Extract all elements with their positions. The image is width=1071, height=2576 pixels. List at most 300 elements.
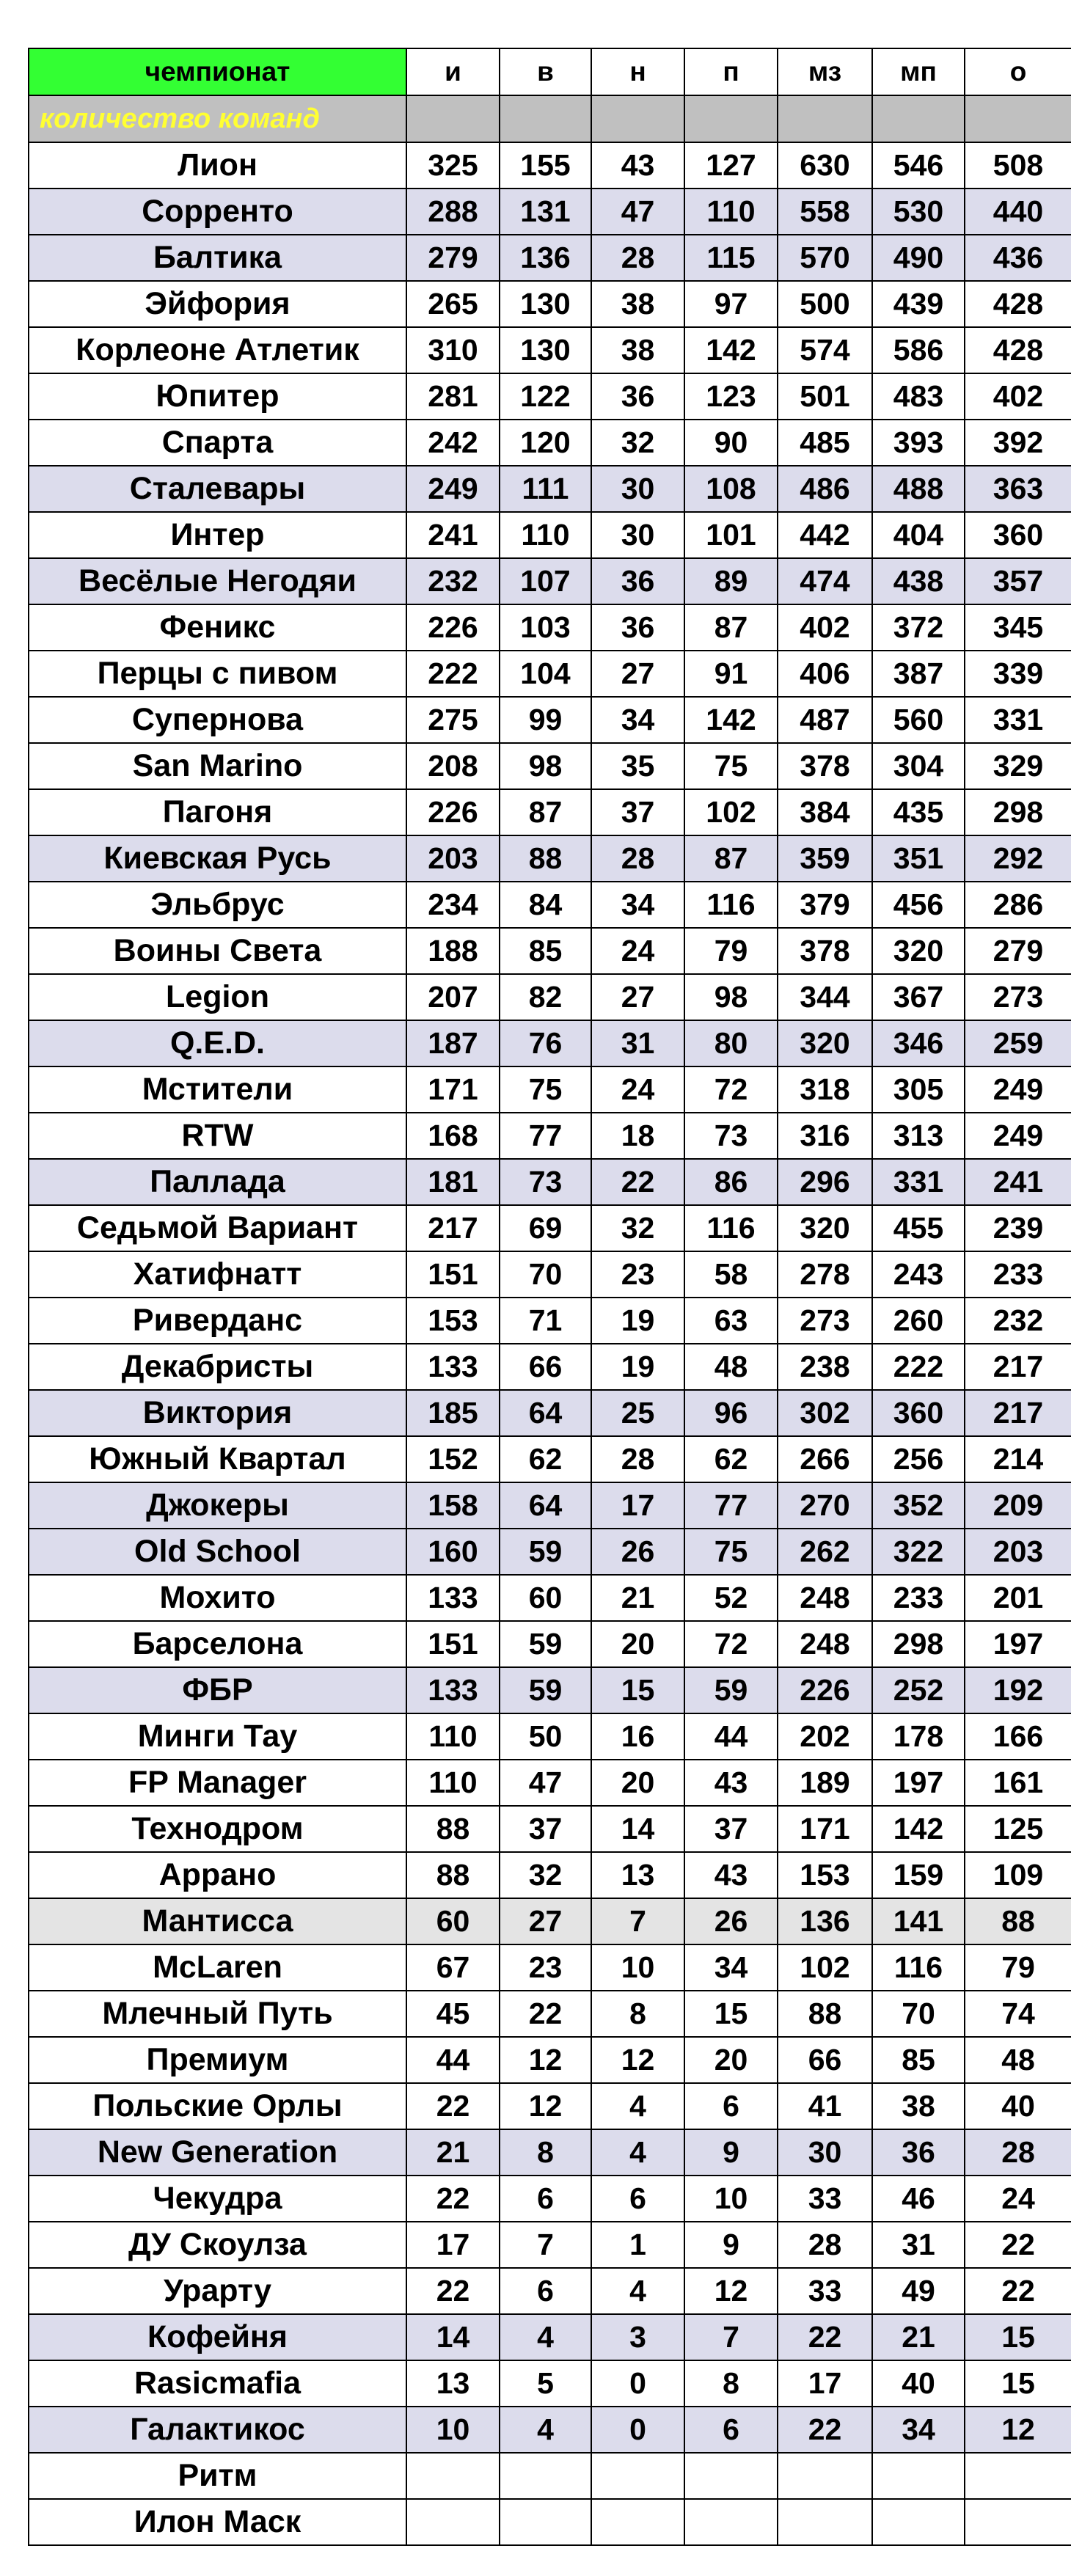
points-cell: 331: [965, 697, 1071, 743]
losses-cell: [684, 2453, 778, 2499]
wins-cell: 59: [500, 1621, 591, 1667]
games-cell: 185: [406, 1390, 500, 1436]
wins-cell: 136: [500, 235, 591, 281]
team-count-cell: [500, 95, 591, 142]
goals-conceded-cell: 38: [872, 2083, 965, 2129]
table-row: [29, 974, 1071, 1020]
wins-cell: 75: [500, 1066, 591, 1113]
goals-scored-cell: 406: [778, 651, 872, 697]
goals-scored-cell: 442: [778, 512, 872, 558]
team-name: Минги Тау: [29, 1713, 406, 1760]
points-cell: 217: [965, 1390, 1071, 1436]
team-name: Сорренто: [29, 189, 406, 235]
table-row: [29, 2222, 1071, 2268]
draws-cell: 36: [591, 558, 684, 604]
losses-cell: 89: [684, 558, 778, 604]
losses-cell: 79: [684, 928, 778, 974]
goals-conceded-cell: 70: [872, 1991, 965, 2037]
goals-scored-cell: 302: [778, 1390, 872, 1436]
losses-cell: 97: [684, 281, 778, 327]
goals-conceded-cell: 222: [872, 1344, 965, 1390]
points-cell: 233: [965, 1251, 1071, 1298]
games-cell: 88: [406, 1852, 500, 1898]
wins-cell: 4: [500, 2407, 591, 2453]
goals-scored-cell: 320: [778, 1205, 872, 1251]
standings-table: [28, 48, 1071, 2546]
draws-cell: 30: [591, 466, 684, 512]
wins-cell: 37: [500, 1806, 591, 1852]
goals-scored-cell: 248: [778, 1575, 872, 1621]
draws-cell: 19: [591, 1344, 684, 1390]
goals-conceded-cell: 46: [872, 2176, 965, 2222]
games-cell: 13: [406, 2360, 500, 2407]
points-cell: 436: [965, 235, 1071, 281]
draws-cell: 4: [591, 2083, 684, 2129]
points-cell: 279: [965, 928, 1071, 974]
goals-scored-cell: 570: [778, 235, 872, 281]
table-row: [29, 743, 1071, 789]
table-row: [29, 1713, 1071, 1760]
goals-conceded-cell: 346: [872, 1020, 965, 1066]
draws-cell: 38: [591, 327, 684, 373]
games-cell: 44: [406, 2037, 500, 2083]
team-name: Риверданс: [29, 1298, 406, 1344]
team-name: Интер: [29, 512, 406, 558]
table-row: [29, 2129, 1071, 2176]
draws-cell: 3: [591, 2314, 684, 2360]
goals-conceded-cell: 560: [872, 697, 965, 743]
games-cell: 10: [406, 2407, 500, 2453]
team-name: ДУ Скоулза: [29, 2222, 406, 2268]
draws-cell: 37: [591, 789, 684, 835]
points-cell: 161: [965, 1760, 1071, 1806]
draws-cell: 1: [591, 2222, 684, 2268]
table-row: [29, 235, 1071, 281]
goals-conceded-cell: 197: [872, 1760, 965, 1806]
goals-conceded-cell: 159: [872, 1852, 965, 1898]
goals-scored-cell: 153: [778, 1852, 872, 1898]
goals-conceded-cell: 21: [872, 2314, 965, 2360]
losses-cell: 116: [684, 882, 778, 928]
losses-cell: 6: [684, 2407, 778, 2453]
wins-cell: 155: [500, 142, 591, 189]
table-row: [29, 604, 1071, 651]
goals-conceded-cell: 404: [872, 512, 965, 558]
draws-cell: 25: [591, 1390, 684, 1436]
team-count-cell: [778, 95, 872, 142]
table-row: [29, 1806, 1071, 1852]
losses-cell: 87: [684, 604, 778, 651]
goals-scored-cell: 28: [778, 2222, 872, 2268]
team-name: Илон Маск: [29, 2499, 406, 2545]
wins-cell: 6: [500, 2268, 591, 2314]
team-name: Супернова: [29, 697, 406, 743]
team-name: Хатифнатт: [29, 1251, 406, 1298]
team-name: Паллада: [29, 1159, 406, 1205]
losses-cell: 72: [684, 1621, 778, 1667]
team-name: Q.E.D.: [29, 1020, 406, 1066]
losses-cell: 80: [684, 1020, 778, 1066]
wins-cell: 84: [500, 882, 591, 928]
team-count-cell: [591, 95, 684, 142]
losses-cell: 72: [684, 1066, 778, 1113]
draws-cell: 32: [591, 1205, 684, 1251]
goals-conceded-cell: 142: [872, 1806, 965, 1852]
losses-cell: 86: [684, 1159, 778, 1205]
wins-cell: 62: [500, 1436, 591, 1482]
table-row: [29, 512, 1071, 558]
draws-cell: 34: [591, 697, 684, 743]
team-count-cell: [872, 95, 965, 142]
losses-cell: 44: [684, 1713, 778, 1760]
table-row: [29, 142, 1071, 189]
points-cell: 214: [965, 1436, 1071, 1482]
points-cell: 217: [965, 1344, 1071, 1390]
team-count-label: количество команд: [29, 95, 406, 142]
wins-cell: 59: [500, 1529, 591, 1575]
losses-cell: 37: [684, 1806, 778, 1852]
draws-cell: 13: [591, 1852, 684, 1898]
games-cell: [406, 2499, 500, 2545]
wins-cell: 23: [500, 1944, 591, 1991]
wins-cell: 130: [500, 327, 591, 373]
goals-conceded-cell: 586: [872, 327, 965, 373]
wins-cell: 60: [500, 1575, 591, 1621]
wins-cell: 71: [500, 1298, 591, 1344]
draws-cell: 34: [591, 882, 684, 928]
col-header-goals-scored: мз: [778, 48, 872, 95]
team-name: Чекудра: [29, 2176, 406, 2222]
table-row: [29, 420, 1071, 466]
wins-cell: 130: [500, 281, 591, 327]
points-cell: 125: [965, 1806, 1071, 1852]
goals-scored-cell: 22: [778, 2407, 872, 2453]
team-name: Седьмой Вариант: [29, 1205, 406, 1251]
wins-cell: 103: [500, 604, 591, 651]
losses-cell: 9: [684, 2129, 778, 2176]
losses-cell: 116: [684, 1205, 778, 1251]
team-name: Сталевары: [29, 466, 406, 512]
points-cell: 508: [965, 142, 1071, 189]
table-row: [29, 189, 1071, 235]
team-count-row: [29, 95, 1071, 142]
points-cell: 392: [965, 420, 1071, 466]
games-cell: 310: [406, 327, 500, 373]
goals-scored-cell: 500: [778, 281, 872, 327]
wins-cell: 47: [500, 1760, 591, 1806]
goals-scored-cell: 270: [778, 1482, 872, 1529]
table-row: [29, 1898, 1071, 1944]
table-row: [29, 1251, 1071, 1298]
draws-cell: 38: [591, 281, 684, 327]
table-row: [29, 835, 1071, 882]
wins-cell: 99: [500, 697, 591, 743]
points-cell: 259: [965, 1020, 1071, 1066]
draws-cell: 18: [591, 1113, 684, 1159]
points-cell: 298: [965, 789, 1071, 835]
draws-cell: 27: [591, 974, 684, 1020]
points-cell: 428: [965, 281, 1071, 327]
team-name: Перцы с пивом: [29, 651, 406, 697]
table-row: [29, 1991, 1071, 2037]
draws-cell: 47: [591, 189, 684, 235]
team-name: Old School: [29, 1529, 406, 1575]
wins-cell: 64: [500, 1482, 591, 1529]
games-cell: 160: [406, 1529, 500, 1575]
goals-scored-cell: 136: [778, 1898, 872, 1944]
goals-scored-cell: 66: [778, 2037, 872, 2083]
team-name: Legion: [29, 974, 406, 1020]
games-cell: 153: [406, 1298, 500, 1344]
draws-cell: 35: [591, 743, 684, 789]
draws-cell: 16: [591, 1713, 684, 1760]
wins-cell: 76: [500, 1020, 591, 1066]
losses-cell: 34: [684, 1944, 778, 1991]
goals-scored-cell: 266: [778, 1436, 872, 1482]
games-cell: 133: [406, 1575, 500, 1621]
games-cell: [406, 2453, 500, 2499]
col-header-wins: в: [500, 48, 591, 95]
team-name: Южный Квартал: [29, 1436, 406, 1482]
goals-conceded-cell: 360: [872, 1390, 965, 1436]
team-name: Декабристы: [29, 1344, 406, 1390]
table-row: [29, 2176, 1071, 2222]
draws-cell: 17: [591, 1482, 684, 1529]
goals-conceded-cell: 36: [872, 2129, 965, 2176]
team-name: New Generation: [29, 2129, 406, 2176]
table-row: [29, 1066, 1071, 1113]
points-cell: 232: [965, 1298, 1071, 1344]
draws-cell: [591, 2499, 684, 2545]
draws-cell: 43: [591, 142, 684, 189]
goals-scored-cell: 486: [778, 466, 872, 512]
draws-cell: 22: [591, 1159, 684, 1205]
goals-scored-cell: 278: [778, 1251, 872, 1298]
draws-cell: 36: [591, 604, 684, 651]
table-row: [29, 1944, 1071, 1991]
goals-conceded-cell: 351: [872, 835, 965, 882]
points-cell: 22: [965, 2268, 1071, 2314]
team-name: Лион: [29, 142, 406, 189]
losses-cell: 58: [684, 1251, 778, 1298]
wins-cell: 5: [500, 2360, 591, 2407]
table-row: [29, 1852, 1071, 1898]
team-name: Джокеры: [29, 1482, 406, 1529]
goals-scored-cell: 33: [778, 2176, 872, 2222]
goals-conceded-cell: 31: [872, 2222, 965, 2268]
losses-cell: 75: [684, 1529, 778, 1575]
games-cell: 249: [406, 466, 500, 512]
draws-cell: 28: [591, 235, 684, 281]
col-header-goals-conceded: мп: [872, 48, 965, 95]
games-cell: 168: [406, 1113, 500, 1159]
table-row: [29, 1113, 1071, 1159]
losses-cell: 43: [684, 1760, 778, 1806]
team-name: ФБР: [29, 1667, 406, 1713]
goals-scored-cell: 296: [778, 1159, 872, 1205]
games-cell: 45: [406, 1991, 500, 2037]
wins-cell: 66: [500, 1344, 591, 1390]
games-cell: 22: [406, 2176, 500, 2222]
games-cell: 226: [406, 789, 500, 835]
games-cell: 133: [406, 1667, 500, 1713]
goals-conceded-cell: 116: [872, 1944, 965, 1991]
wins-cell: 50: [500, 1713, 591, 1760]
team-name: Весёлые Негодяи: [29, 558, 406, 604]
wins-cell: 32: [500, 1852, 591, 1898]
losses-cell: 75: [684, 743, 778, 789]
losses-cell: 52: [684, 1575, 778, 1621]
games-cell: 187: [406, 1020, 500, 1066]
losses-cell: 101: [684, 512, 778, 558]
header-row: [29, 48, 1071, 95]
goals-scored-cell: 17: [778, 2360, 872, 2407]
draws-cell: 24: [591, 1066, 684, 1113]
goals-conceded-cell: 85: [872, 2037, 965, 2083]
points-cell: 109: [965, 1852, 1071, 1898]
points-cell: 357: [965, 558, 1071, 604]
table-row: [29, 1344, 1071, 1390]
games-cell: 14: [406, 2314, 500, 2360]
draws-cell: 28: [591, 835, 684, 882]
goals-conceded-cell: 320: [872, 928, 965, 974]
points-cell: 329: [965, 743, 1071, 789]
losses-cell: 7: [684, 2314, 778, 2360]
goals-conceded-cell: 435: [872, 789, 965, 835]
points-cell: 363: [965, 466, 1071, 512]
points-cell: 22: [965, 2222, 1071, 2268]
draws-cell: 36: [591, 373, 684, 420]
losses-cell: 26: [684, 1898, 778, 1944]
points-cell: 360: [965, 512, 1071, 558]
team-name: Киевская Русь: [29, 835, 406, 882]
games-cell: 151: [406, 1621, 500, 1667]
goals-conceded-cell: 304: [872, 743, 965, 789]
draws-cell: 26: [591, 1529, 684, 1575]
points-cell: 249: [965, 1113, 1071, 1159]
goals-scored-cell: 33: [778, 2268, 872, 2314]
goals-conceded-cell: 178: [872, 1713, 965, 1760]
points-cell: 428: [965, 327, 1071, 373]
table-row: [29, 1667, 1071, 1713]
team-name: Урарту: [29, 2268, 406, 2314]
goals-conceded-cell: 530: [872, 189, 965, 235]
wins-cell: 131: [500, 189, 591, 235]
losses-cell: 90: [684, 420, 778, 466]
goals-scored-cell: 238: [778, 1344, 872, 1390]
games-cell: 217: [406, 1205, 500, 1251]
col-header-points: о: [965, 48, 1071, 95]
points-cell: 166: [965, 1713, 1071, 1760]
points-cell: 28: [965, 2129, 1071, 2176]
team-name: Rasicmafia: [29, 2360, 406, 2407]
table-row: [29, 1298, 1071, 1344]
points-cell: 249: [965, 1066, 1071, 1113]
table-row: [29, 2407, 1071, 2453]
points-cell: [965, 2499, 1071, 2545]
draws-cell: 32: [591, 420, 684, 466]
goals-scored-cell: 248: [778, 1621, 872, 1667]
wins-cell: [500, 2499, 591, 2545]
games-cell: 151: [406, 1251, 500, 1298]
wins-cell: 82: [500, 974, 591, 1020]
games-cell: 242: [406, 420, 500, 466]
losses-cell: 96: [684, 1390, 778, 1436]
goals-scored-cell: 501: [778, 373, 872, 420]
team-name: Кофейня: [29, 2314, 406, 2360]
points-cell: 79: [965, 1944, 1071, 1991]
table-row: [29, 558, 1071, 604]
goals-scored-cell: [778, 2453, 872, 2499]
wins-cell: 8: [500, 2129, 591, 2176]
points-cell: 402: [965, 373, 1071, 420]
team-name: FP Manager: [29, 1760, 406, 1806]
goals-scored-cell: 630: [778, 142, 872, 189]
losses-cell: 123: [684, 373, 778, 420]
goals-conceded-cell: 367: [872, 974, 965, 1020]
points-cell: 239: [965, 1205, 1071, 1251]
team-name: Корлеоне Атлетик: [29, 327, 406, 373]
wins-cell: 77: [500, 1113, 591, 1159]
goals-scored-cell: 41: [778, 2083, 872, 2129]
losses-cell: 62: [684, 1436, 778, 1482]
goals-scored-cell: 402: [778, 604, 872, 651]
table-row: [29, 1529, 1071, 1575]
draws-cell: 0: [591, 2360, 684, 2407]
draws-cell: 20: [591, 1621, 684, 1667]
goals-conceded-cell: 483: [872, 373, 965, 420]
team-name: McLaren: [29, 1944, 406, 1991]
goals-conceded-cell: [872, 2453, 965, 2499]
team-name: Премиум: [29, 2037, 406, 2083]
wins-cell: 22: [500, 1991, 591, 2037]
goals-scored-cell: 22: [778, 2314, 872, 2360]
games-cell: 222: [406, 651, 500, 697]
team-name: Воины Света: [29, 928, 406, 974]
team-name: Феникс: [29, 604, 406, 651]
games-cell: 110: [406, 1713, 500, 1760]
table-row: [29, 2083, 1071, 2129]
draws-cell: [591, 2453, 684, 2499]
goals-scored-cell: 30: [778, 2129, 872, 2176]
table-row: [29, 281, 1071, 327]
points-cell: 15: [965, 2360, 1071, 2407]
goals-conceded-cell: 252: [872, 1667, 965, 1713]
draws-cell: 10: [591, 1944, 684, 1991]
wins-cell: 120: [500, 420, 591, 466]
games-cell: 133: [406, 1344, 500, 1390]
team-name: Мантисса: [29, 1898, 406, 1944]
points-cell: 74: [965, 1991, 1071, 2037]
losses-cell: 59: [684, 1667, 778, 1713]
points-cell: 40: [965, 2083, 1071, 2129]
games-cell: 281: [406, 373, 500, 420]
goals-scored-cell: 102: [778, 1944, 872, 1991]
goals-scored-cell: 88: [778, 1991, 872, 2037]
wins-cell: 59: [500, 1667, 591, 1713]
table-row: [29, 373, 1071, 420]
games-cell: 288: [406, 189, 500, 235]
table-row: [29, 2268, 1071, 2314]
goals-scored-cell: 379: [778, 882, 872, 928]
goals-conceded-cell: 322: [872, 1529, 965, 1575]
goals-scored-cell: 318: [778, 1066, 872, 1113]
championship-header: чемпионат: [29, 48, 406, 95]
draws-cell: 6: [591, 2176, 684, 2222]
table-row: [29, 1205, 1071, 1251]
points-cell: 440: [965, 189, 1071, 235]
goals-conceded-cell: 546: [872, 142, 965, 189]
